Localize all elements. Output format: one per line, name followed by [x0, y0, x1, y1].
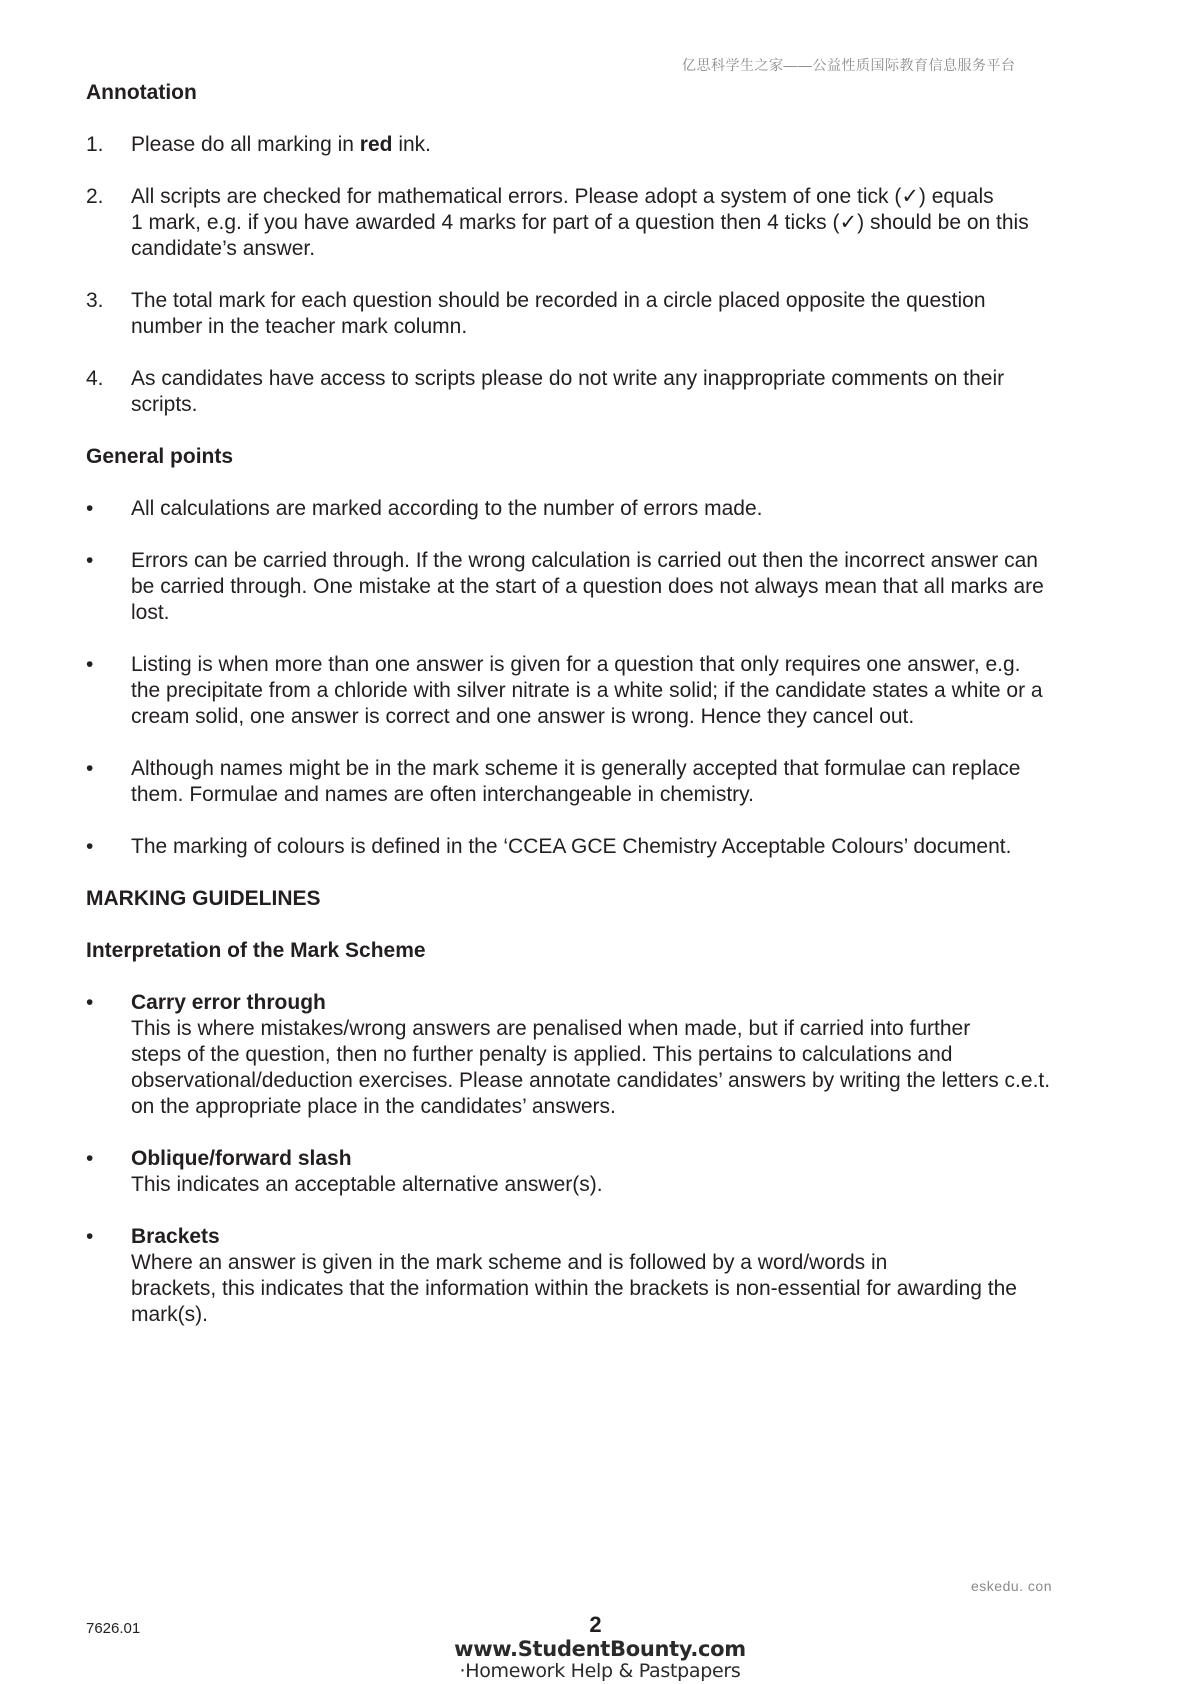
guideline-item [86, 1146, 1106, 1198]
bullet-icon: • [86, 991, 94, 1014]
guideline-title: Brackets [131, 1225, 220, 1248]
item-number: 4. [86, 367, 104, 390]
item-text: Errors can be carried through. If the wrong calculation is carried out then the incorrect answer can be carried through. One mistake at the start of a question does not always mean that all marks are lost. [131, 549, 1044, 624]
header-watermark: 亿思科学生之家——公益性质国际教育信息服务平台 [682, 57, 1016, 73]
logo-tagline: ·Homework Help & Pastpapers [459, 1660, 741, 1682]
bullet-icon: • [86, 549, 94, 572]
emphasis-red: red [359, 133, 393, 156]
general-points-heading: General points [86, 445, 234, 468]
guideline-item [86, 1224, 1106, 1328]
bullet-icon: • [86, 653, 94, 676]
bullet-icon: • [86, 835, 94, 858]
annotation-item [86, 366, 1106, 418]
general-point-item [86, 834, 1106, 860]
bullet-icon: • [86, 757, 94, 780]
item-number: 1. [86, 133, 104, 156]
bullet-icon: • [86, 1147, 94, 1170]
document-code: 7626.01 [86, 1620, 141, 1637]
general-point-item [86, 496, 1106, 522]
annotation-item [86, 288, 1106, 340]
item-text: Oblique/forward slash This indicates an acceptable alternative answer(s). [131, 1146, 1106, 1198]
annotation-item [86, 184, 1106, 262]
item-text: All calculations are marked according to the number of errors made. [131, 497, 763, 520]
item-text: All scripts are checked for mathematical errors. Please adopt a system of one tick (✓) equals 1 mark, e.g. if you have awarded 4 marks for part of a question then 4 ticks (✓) should be on this candidate’s answer. [131, 185, 1029, 260]
general-point-item [86, 548, 1106, 626]
annotation-item [86, 132, 1106, 158]
interpretation-subheading: Interpretation of the Mark Scheme [86, 939, 426, 962]
document-body [86, 80, 1106, 1354]
studentbounty-logo [445, 1638, 755, 1682]
page-number: 2 [589, 1612, 602, 1637]
marking-guidelines-heading: MARKING GUIDELINES [86, 887, 321, 910]
item-text: The total mark for each question should be recorded in a circle placed opposite the question number in the teacher mark column. [131, 289, 986, 338]
annotation-heading: Annotation [86, 81, 197, 104]
item-text: Carry error through This is where mistakes/wrong answers are penalised when made, but if carried into further steps of the question, then no further penalty is applied. This pertains to calculations and observational/deduction exercises. Please annotate candidates’ answers by writing the letters c.e.t. on the appropriate place in the candidates’ answers. [131, 990, 1106, 1120]
bullet-icon: • [86, 1225, 94, 1248]
item-text: Brackets Where an answer is given in the mark scheme and is followed by a word/words in brackets, this indicates that the information within the brackets is non-essential for awarding the mark(s). [131, 1224, 1106, 1328]
general-point-item [86, 652, 1106, 730]
bullet-icon: • [86, 497, 94, 520]
guideline-title: Oblique/forward slash [131, 1147, 352, 1170]
item-text: Please do all marking in red ink. [131, 133, 431, 156]
guideline-item [86, 990, 1106, 1120]
item-number: 2. [86, 185, 104, 208]
item-text: The marking of colours is defined in the ‘CCEA GCE Chemistry Acceptable Colours’ document. [131, 835, 1012, 858]
guideline-title: Carry error through [131, 991, 326, 1014]
footer-watermark: eskedu. con [971, 1578, 1052, 1594]
item-text: Listing is when more than one answer is given for a question that only requires one answer, e.g. the precipitate from a chloride with silver nitrate is a white solid; if the candidate states a white or a cream solid, one answer is correct and one answer is wrong. Hence they cancel out. [131, 653, 1043, 728]
item-number: 3. [86, 289, 104, 312]
item-text: As candidates have access to scripts please do not write any inappropriate comments on their scripts. [131, 367, 1005, 416]
item-text: Although names might be in the mark scheme it is generally accepted that formulae can replace them. Formulae and names are often interchangeable in chemistry. [131, 757, 1021, 806]
general-point-item [86, 756, 1106, 808]
logo-url: www.StudentBounty.com [454, 1637, 746, 1661]
